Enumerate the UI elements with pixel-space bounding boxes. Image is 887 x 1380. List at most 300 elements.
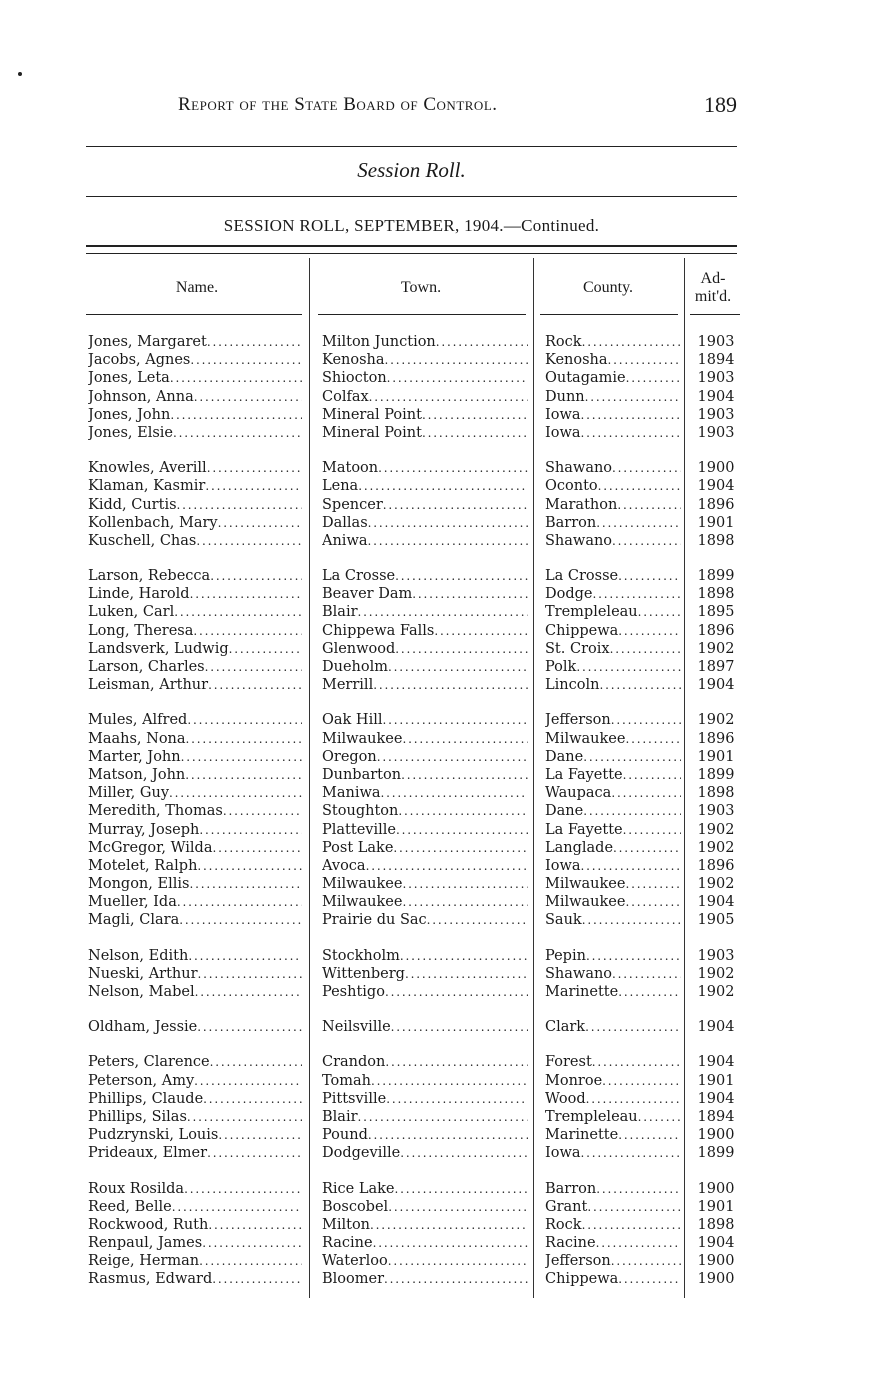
county: Milwaukee	[545, 730, 626, 747]
dot-leader	[196, 532, 302, 550]
dot-leader	[396, 821, 528, 839]
dot-leader	[203, 1090, 302, 1108]
header-underline-name	[86, 314, 302, 315]
admitted-year-cell	[692, 406, 740, 424]
town-cell	[322, 603, 528, 621]
admitted-year-cell	[692, 603, 740, 621]
town-cell	[322, 1234, 528, 1252]
dot-leader	[638, 603, 681, 621]
town-cell	[322, 821, 528, 839]
student-name-cell	[88, 351, 302, 369]
admitted-year: 1896	[697, 730, 735, 747]
student-name: Peterson, Amy	[88, 1072, 195, 1089]
town: Bloomer	[322, 1271, 385, 1288]
table-row	[0, 965, 887, 983]
admitted-year-cell	[692, 1018, 740, 1036]
admitted-year-cell	[692, 875, 740, 893]
dot-leader	[190, 351, 302, 369]
town: Chippewa Falls	[322, 622, 435, 639]
county-cell	[545, 1270, 681, 1288]
town-cell	[322, 406, 528, 424]
table-row	[0, 1216, 887, 1234]
town: Milwaukee	[322, 876, 403, 893]
table-row	[0, 1108, 887, 1126]
dot-leader	[177, 893, 302, 911]
dot-leader	[199, 1252, 302, 1270]
admitted-year-cell	[692, 640, 740, 658]
town: Kenosha	[322, 352, 385, 369]
town: Stockholm	[322, 947, 400, 964]
admitted-year-cell	[692, 676, 740, 694]
town: Tomah	[322, 1072, 372, 1089]
table-row	[0, 369, 887, 387]
dot-leader	[170, 406, 302, 424]
student-name-cell	[88, 514, 302, 532]
dot-leader	[617, 496, 681, 514]
admitted-year: 1902	[697, 984, 735, 1000]
town-cell	[322, 532, 528, 550]
dot-leader	[388, 1198, 528, 1216]
header-underline-town	[318, 314, 526, 315]
town-cell	[322, 947, 528, 965]
admitted-year-cell	[692, 1216, 740, 1234]
dot-leader	[602, 1072, 681, 1090]
student-name: Jones, Elsie	[88, 424, 174, 441]
county: Rock	[545, 334, 582, 350]
dot-leader	[207, 333, 302, 351]
student-name-cell	[88, 784, 302, 802]
table-row	[0, 424, 887, 442]
student-name-cell	[88, 496, 302, 514]
county: Chippewa	[545, 622, 619, 639]
county: Iowa	[545, 1145, 581, 1162]
admitted-year-cell	[692, 585, 740, 603]
county: Marinette	[545, 984, 619, 1000]
dot-leader	[393, 839, 528, 857]
town-cell	[322, 640, 528, 658]
county: Iowa	[545, 857, 581, 874]
table-row	[0, 1126, 887, 1144]
student-name: Nelson, Mabel	[88, 984, 195, 1000]
dot-leader	[169, 784, 302, 802]
student-name-cell	[88, 1252, 302, 1270]
student-name-cell	[88, 1108, 302, 1126]
dot-leader	[358, 1108, 528, 1126]
student-name: Linde, Harold	[88, 586, 190, 603]
admitted-year-cell	[692, 658, 740, 676]
town: Post Lake	[322, 839, 394, 856]
town-cell	[322, 983, 528, 1001]
table-row	[0, 514, 887, 532]
town-cell	[322, 730, 528, 748]
table-row	[0, 748, 887, 766]
town-cell	[322, 658, 528, 676]
student-name: Nelson, Edith	[88, 947, 189, 964]
letter-group	[0, 1180, 887, 1289]
county-cell	[545, 622, 681, 640]
student-name-cell	[88, 947, 302, 965]
admitted-year-cell	[692, 748, 740, 766]
town: Maniwa	[322, 785, 381, 802]
admitted-year-cell	[692, 622, 740, 640]
town-cell	[322, 676, 528, 694]
county: Langlade	[545, 839, 614, 856]
student-name-cell	[88, 388, 302, 406]
table-row	[0, 1018, 887, 1036]
admitted-year: 1902	[697, 876, 735, 893]
town: Milton	[322, 1216, 371, 1233]
dot-leader	[207, 1144, 302, 1162]
student-name-cell	[88, 1126, 302, 1144]
dot-leader	[208, 1216, 302, 1234]
dot-leader	[596, 1234, 681, 1252]
town: Glenwood	[322, 640, 396, 657]
admitted-year: 1901	[697, 748, 735, 765]
county: Clark	[545, 1019, 586, 1036]
dot-leader	[377, 748, 528, 766]
town: Oak Hill	[322, 712, 383, 729]
town: Dodgeville	[322, 1145, 401, 1162]
dot-leader	[186, 730, 302, 748]
letter-group	[0, 1018, 887, 1036]
student-name-cell	[88, 1216, 302, 1234]
dot-leader	[185, 766, 302, 784]
table-row	[0, 730, 887, 748]
town: Colfax	[322, 388, 369, 405]
dot-leader	[626, 369, 681, 387]
dot-leader	[581, 857, 681, 875]
dot-leader	[205, 658, 302, 676]
dot-leader	[212, 839, 302, 857]
admitted-year-cell	[692, 1053, 740, 1071]
section-title: Session Roll.	[357, 158, 466, 182]
dot-leader	[395, 567, 528, 585]
student-name: Luken, Carl	[88, 604, 175, 621]
running-head	[86, 92, 737, 120]
county-cell	[545, 911, 681, 929]
dot-leader	[373, 676, 528, 694]
column-header-admitted: Ad- mit'd.	[694, 270, 732, 305]
town-cell	[322, 424, 528, 442]
student-name: Leisman, Arthur	[88, 677, 209, 694]
dot-leader	[385, 351, 528, 369]
county-cell	[545, 1216, 681, 1234]
county: Trempleleau	[545, 1108, 638, 1125]
student-name-cell	[88, 821, 302, 839]
top-rule	[86, 146, 737, 147]
town: Milton Junction	[322, 334, 436, 350]
town-cell	[322, 1018, 528, 1036]
student-name: Murray, Joseph	[88, 821, 200, 838]
student-name-cell	[88, 1090, 302, 1108]
dot-leader	[194, 1072, 302, 1090]
table-row	[0, 640, 887, 658]
student-name-cell	[88, 603, 302, 621]
table-caption: SESSION ROLL, SEPTEMBER, 1904.—Continued.	[223, 216, 600, 235]
town: La Crosse	[322, 568, 396, 585]
admitted-year: 1899	[697, 1145, 735, 1162]
student-name: Renpaul, James	[88, 1235, 203, 1252]
town: Peshtigo	[322, 984, 385, 1000]
dot-leader	[599, 676, 681, 694]
letter-group	[0, 333, 887, 442]
town: Spencer	[322, 496, 383, 513]
town: Milwaukee	[322, 730, 403, 747]
town-cell	[322, 477, 528, 495]
student-name: Mueller, Ida	[88, 894, 177, 911]
dot-leader	[383, 711, 529, 729]
dot-leader	[205, 477, 302, 495]
town: Stoughton	[322, 803, 399, 820]
dot-leader	[181, 748, 302, 766]
county-cell	[545, 947, 681, 965]
dot-leader	[618, 567, 681, 585]
table-row	[0, 711, 887, 729]
dot-leader	[193, 622, 302, 640]
student-name-cell	[88, 965, 302, 983]
admitted-year: 1894	[697, 352, 735, 369]
dot-leader	[586, 1090, 681, 1108]
student-name: Phillips, Silas	[88, 1108, 187, 1125]
student-name-cell	[88, 839, 302, 857]
admitted-year-cell	[692, 1108, 740, 1126]
student-name-cell	[88, 585, 302, 603]
dot-leader	[585, 1018, 681, 1036]
admitted-year: 1903	[697, 406, 735, 423]
admitted-year: 1895	[697, 604, 735, 621]
dot-leader	[378, 459, 528, 477]
admitted-year: 1902	[697, 712, 735, 729]
county: Kenosha	[545, 352, 608, 369]
admitted-year: 1900	[697, 1271, 735, 1288]
dot-leader	[210, 1053, 302, 1071]
county-cell	[545, 477, 681, 495]
admitted-year-cell	[692, 983, 740, 1001]
town: Dueholm	[322, 659, 389, 675]
student-name-cell	[88, 640, 302, 658]
student-name: Rasmus, Edward	[88, 1271, 213, 1288]
dot-leader	[611, 711, 681, 729]
county-cell	[545, 658, 681, 676]
dot-leader	[386, 1090, 528, 1108]
town: Wittenberg	[322, 965, 405, 982]
letter-group	[0, 711, 887, 929]
county-cell	[545, 983, 681, 1001]
student-name: Reed, Belle	[88, 1198, 172, 1215]
admitted-year-cell	[692, 802, 740, 820]
student-name: Magli, Clara	[88, 912, 180, 929]
student-name: Meredith, Thomas	[88, 803, 223, 820]
admitted-year-cell	[692, 784, 740, 802]
student-name-cell	[88, 406, 302, 424]
town-cell	[322, 965, 528, 983]
admitted-year-cell	[692, 947, 740, 965]
dot-leader	[373, 1234, 528, 1252]
county: Forest	[545, 1054, 592, 1071]
admitted-year-cell	[692, 711, 740, 729]
county: Dunn	[545, 388, 585, 405]
student-name-cell	[88, 1234, 302, 1252]
town: Waterloo	[322, 1253, 388, 1270]
student-name: Kidd, Curtis	[88, 496, 177, 513]
admitted-year: 1899	[697, 766, 735, 783]
dot-leader	[212, 1270, 302, 1288]
admitted-year: 1900	[697, 1180, 735, 1197]
county: Shawano	[545, 965, 613, 982]
dot-leader	[625, 730, 681, 748]
county: Marathon	[545, 496, 618, 513]
county: Dane	[545, 803, 584, 820]
county-cell	[545, 875, 681, 893]
town: Boscobel	[322, 1198, 389, 1215]
student-name: Jones, John	[88, 406, 171, 423]
town: Pound	[322, 1127, 368, 1144]
table-row	[0, 603, 887, 621]
table-row	[0, 857, 887, 875]
table-row	[0, 406, 887, 424]
admitted-year: 1904	[697, 677, 735, 694]
town-cell	[322, 369, 528, 387]
town-cell	[322, 1252, 528, 1270]
admitted-year: 1896	[697, 857, 735, 874]
county: Polk	[545, 659, 577, 675]
county-cell	[545, 802, 681, 820]
dot-leader	[387, 369, 528, 387]
table-row	[0, 477, 887, 495]
dot-leader	[173, 424, 302, 442]
county-cell	[545, 1252, 681, 1270]
table-row	[0, 1072, 887, 1090]
student-name: Miller, Guy	[88, 785, 170, 802]
county-cell	[545, 424, 681, 442]
student-name: Rockwood, Ruth	[88, 1216, 209, 1233]
table-row	[0, 676, 887, 694]
admitted-year-cell	[692, 1180, 740, 1198]
table-row	[0, 802, 887, 820]
admitted-year-cell	[692, 424, 740, 442]
town-cell	[322, 911, 528, 929]
student-name-cell	[88, 730, 302, 748]
county: Shawano	[545, 532, 613, 549]
admitted-year-cell	[692, 333, 740, 351]
dot-leader	[596, 1180, 681, 1198]
letter-group	[0, 947, 887, 1002]
admitted-year: 1903	[697, 803, 735, 820]
student-name-cell	[88, 983, 302, 1001]
county: St. Croix	[545, 640, 610, 657]
student-name-cell	[88, 532, 302, 550]
dot-leader	[207, 459, 302, 477]
student-name: Nueski, Arthur	[88, 965, 198, 982]
town-cell	[322, 496, 528, 514]
dot-leader	[198, 965, 302, 983]
dot-leader	[612, 965, 681, 983]
town: Crandon	[322, 1054, 386, 1071]
county-cell	[545, 1180, 681, 1198]
dot-leader	[611, 784, 681, 802]
county: Waupaca	[545, 785, 612, 802]
town-cell	[322, 333, 528, 351]
county: Jefferson	[545, 712, 611, 729]
county: La Fayette	[545, 821, 623, 838]
county: Dane	[545, 748, 584, 765]
dot-leader	[586, 947, 681, 965]
dot-leader	[582, 333, 681, 351]
student-name: Peters, Clarence	[88, 1054, 210, 1071]
town: Dallas	[322, 514, 368, 531]
county: Oconto	[545, 478, 598, 495]
admitted-year: 1898	[697, 1216, 735, 1233]
admitted-year-cell	[692, 1090, 740, 1108]
town-cell	[322, 1144, 528, 1162]
admitted-year-cell	[692, 857, 740, 875]
county-cell	[545, 784, 681, 802]
student-name: Knowles, Averill	[88, 460, 207, 477]
admitted-year-cell	[692, 567, 740, 585]
table-row	[0, 821, 887, 839]
county-cell	[545, 711, 681, 729]
admitted-year: 1898	[697, 785, 735, 802]
student-name-cell	[88, 875, 302, 893]
table-row	[0, 567, 887, 585]
dot-leader	[427, 911, 528, 929]
table-row	[0, 839, 887, 857]
dot-leader	[384, 1270, 528, 1288]
admitted-year-cell	[692, 514, 740, 532]
admitted-year-cell	[692, 1252, 740, 1270]
table-row	[0, 1144, 887, 1162]
county-cell	[545, 1198, 681, 1216]
student-name-cell	[88, 911, 302, 929]
dot-leader	[368, 514, 528, 532]
student-name: Larson, Charles	[88, 659, 205, 675]
town-cell	[322, 1180, 528, 1198]
admitted-year-cell	[692, 911, 740, 929]
table-row	[0, 585, 887, 603]
admitted-year-cell	[692, 1234, 740, 1252]
dot-leader	[358, 477, 528, 495]
dot-leader	[223, 802, 302, 820]
student-name: Pudzrynski, Louis	[88, 1127, 219, 1144]
student-name-cell	[88, 1198, 302, 1216]
admitted-year: 1904	[697, 1235, 735, 1252]
dot-leader	[400, 947, 528, 965]
dot-leader	[611, 1252, 681, 1270]
student-name-cell	[88, 459, 302, 477]
student-name-cell	[88, 567, 302, 585]
dot-leader	[202, 1234, 302, 1252]
dot-leader	[199, 821, 302, 839]
dot-leader	[395, 1180, 528, 1198]
admitted-year-cell	[692, 1072, 740, 1090]
admitted-year: 1899	[697, 568, 735, 585]
town: Aniwa	[322, 532, 368, 549]
student-name: Jacobs, Agnes	[88, 352, 191, 369]
table-row	[0, 622, 887, 640]
town: Merrill	[322, 677, 374, 694]
table-row	[0, 388, 887, 406]
student-name: Prideaux, Elmer	[88, 1145, 208, 1162]
county: Sauk	[545, 912, 582, 929]
admitted-year: 1898	[697, 586, 735, 603]
dot-leader	[585, 388, 681, 406]
dot-leader	[189, 875, 302, 893]
student-name-cell	[88, 711, 302, 729]
dot-leader	[177, 496, 302, 514]
table-row	[0, 1198, 887, 1216]
dot-leader	[179, 911, 302, 929]
admitted-year: 1900	[697, 1127, 735, 1144]
